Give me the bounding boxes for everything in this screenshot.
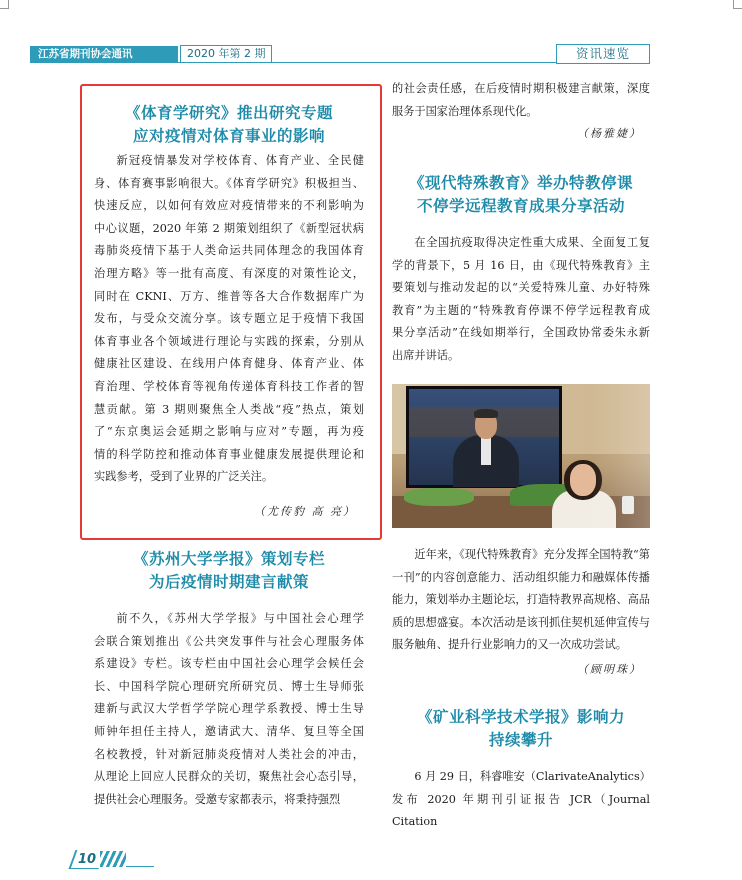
text-line: 会联合策划推出《公共突发事件与社会心理服务体: [94, 634, 364, 648]
text-line: 治理方略》等一批有高度、有深度的对策性论文，: [94, 266, 364, 280]
text-line: 提供社会心理服务。受邀专家都表示，将秉持强烈: [94, 792, 341, 806]
article2-title-line1: 《苏州大学学报》策划专栏: [132, 550, 325, 568]
article1-author: （尤传豹 高 亮）: [254, 505, 356, 518]
video-screen: [406, 386, 562, 488]
text-line: 同时在 CKNI、万方、维普等各大合作数据库广为: [94, 289, 364, 303]
text-line: 了“东京奥运会延期之影响与应对”专题，再为疫: [94, 425, 364, 439]
text-line: 身、体育赛事影响很大。《体育学研究》积极担当、: [94, 176, 364, 190]
text-line: 服务于国家治理体系现代化。: [392, 104, 538, 118]
text-line: 建新与武汉大学哲学学院心理学系教授、博士生导: [94, 702, 364, 716]
article3-author: （顾明珠）: [577, 663, 642, 676]
text-line: 体育事业各个领域进行理论与实践的探索，分别从: [94, 334, 364, 348]
text-line: 在全国抗疫取得决定性重大成果、全面复工复: [414, 236, 650, 249]
article4-body: [392, 766, 650, 834]
text-line: 的社会责任感，在后疫情时期积极建言献策，深度: [392, 82, 650, 95]
text-line: 育治理、学校体育等视角传递体育科技工作者的智: [94, 379, 364, 393]
text-line: 服务触角、提升行业影响力的又一次成功尝试。: [392, 638, 627, 652]
text-line: 质的思想盛宴。本次活动是该刊抓住契机延伸宣传与: [392, 615, 650, 629]
text-line: 名校教授，针对新冠肺炎疫情对人类社会的冲击，: [94, 747, 364, 761]
page-number-stripes: [100, 851, 126, 867]
text-line: 能力，策划举办主题论坛，打造特教界高规格、高品: [392, 593, 650, 607]
section-tag: 资讯速览: [556, 44, 650, 64]
text-line: 慧贡献。第 3 期则聚焦全人类战“疫”热点，策划: [94, 402, 364, 416]
article1-title-line1: 《体育学研究》推出研究专题: [124, 104, 333, 122]
text-line: 情的科学防控和推动体育事业健康发展提供理论和: [94, 447, 364, 461]
article2-title-line2: 为后疫情时期建言献策: [148, 573, 309, 591]
article4-title-line2: 持续攀升: [488, 731, 553, 749]
text-line: 近年来，《现代特殊教育》充分发挥全国特教“第: [414, 548, 650, 561]
text-line: 从理论上回应人民群众的关切，聚焦社会心态引导，: [94, 770, 364, 784]
text-line: 系建设》专栏。该专栏由中国社会心理学会候任会: [94, 657, 364, 671]
text-line: 前不久，《苏州大学学报》与中国社会心理学: [116, 612, 364, 625]
text-line: 长、中国科学院心理研究所研究员、博士生导师张: [94, 679, 364, 693]
article2-title: [86, 548, 372, 594]
page-number: 10: [78, 852, 97, 867]
journal-name: 江苏省期刊协会通讯: [38, 48, 133, 60]
article3-title-line1: 《现代特殊教育》举办特教停课: [408, 174, 633, 192]
article4-line: 6 月 29 日，科睿唯安（ClarivateAnalytics）: [414, 770, 651, 783]
text-line: 健康社区建设、在线用户体育健身、体育产业、体: [94, 357, 364, 371]
text-line: 中心议题，2020 年第 2 期策划组织了《新型冠状病: [94, 221, 364, 235]
article3-body-a: [392, 232, 650, 368]
text-line: 教育”为主题的“特殊教育停课不停学远程教育成: [392, 303, 650, 317]
issue-label: 2020 年第 2 期: [180, 45, 272, 63]
article4-title-line1: 《矿业科学技术学报》影响力: [416, 708, 625, 726]
page-number-rule: [126, 866, 154, 867]
article2-body: [94, 608, 364, 811]
crop-mark-top-left: [0, 0, 9, 9]
text-line: 发布，与受众交流分享。该专题立足于疫情下我国: [94, 312, 364, 326]
event-photo: [392, 384, 650, 528]
article2-continuation: [392, 78, 650, 123]
text-line: 一刊”的内容创意能力、活动组织能力和融媒体传播: [392, 570, 650, 584]
text-line: 果分享活动”在线如期举行，全国政协常委朱永新: [392, 326, 650, 340]
text-line: 实践参考，受到了业界的广泛关注。: [94, 470, 274, 484]
text-line: 学的背景下，5 月 16 日，由《现代特殊教育》主: [392, 258, 650, 272]
article2-author: （杨雅婕）: [577, 127, 642, 140]
text-line: 要策划与推动发起的以“关爱特殊儿童、办好特殊: [392, 281, 650, 295]
article3-body-b: [392, 544, 650, 657]
article1-title-line2: 应对疫情对体育事业的影响: [132, 127, 325, 145]
text-line: 出席并讲话。: [392, 348, 460, 362]
article4-line: 发布 2020 年期刊引证报告 JCR（Journal Citation: [392, 792, 650, 829]
article3-title-line2: 不停学远程教育成果分享活动: [416, 197, 625, 215]
article3-title: [392, 172, 650, 218]
article4-title: [392, 706, 650, 752]
crop-mark-top-right: [733, 0, 742, 9]
highlight-box: [80, 84, 382, 540]
text-line: 快速反应，以如何有效应对疫情带来的不利影响为: [94, 199, 364, 213]
text-line: 毒肺炎疫情下基于人类命运共同体理念的我国体育: [94, 244, 364, 258]
text-line: 师钟年担任主持人，邀请武大、清华、复旦等全国: [94, 724, 364, 738]
text-line: 新冠疫情暴发对学校体育、体育产业、全民健: [116, 154, 364, 167]
